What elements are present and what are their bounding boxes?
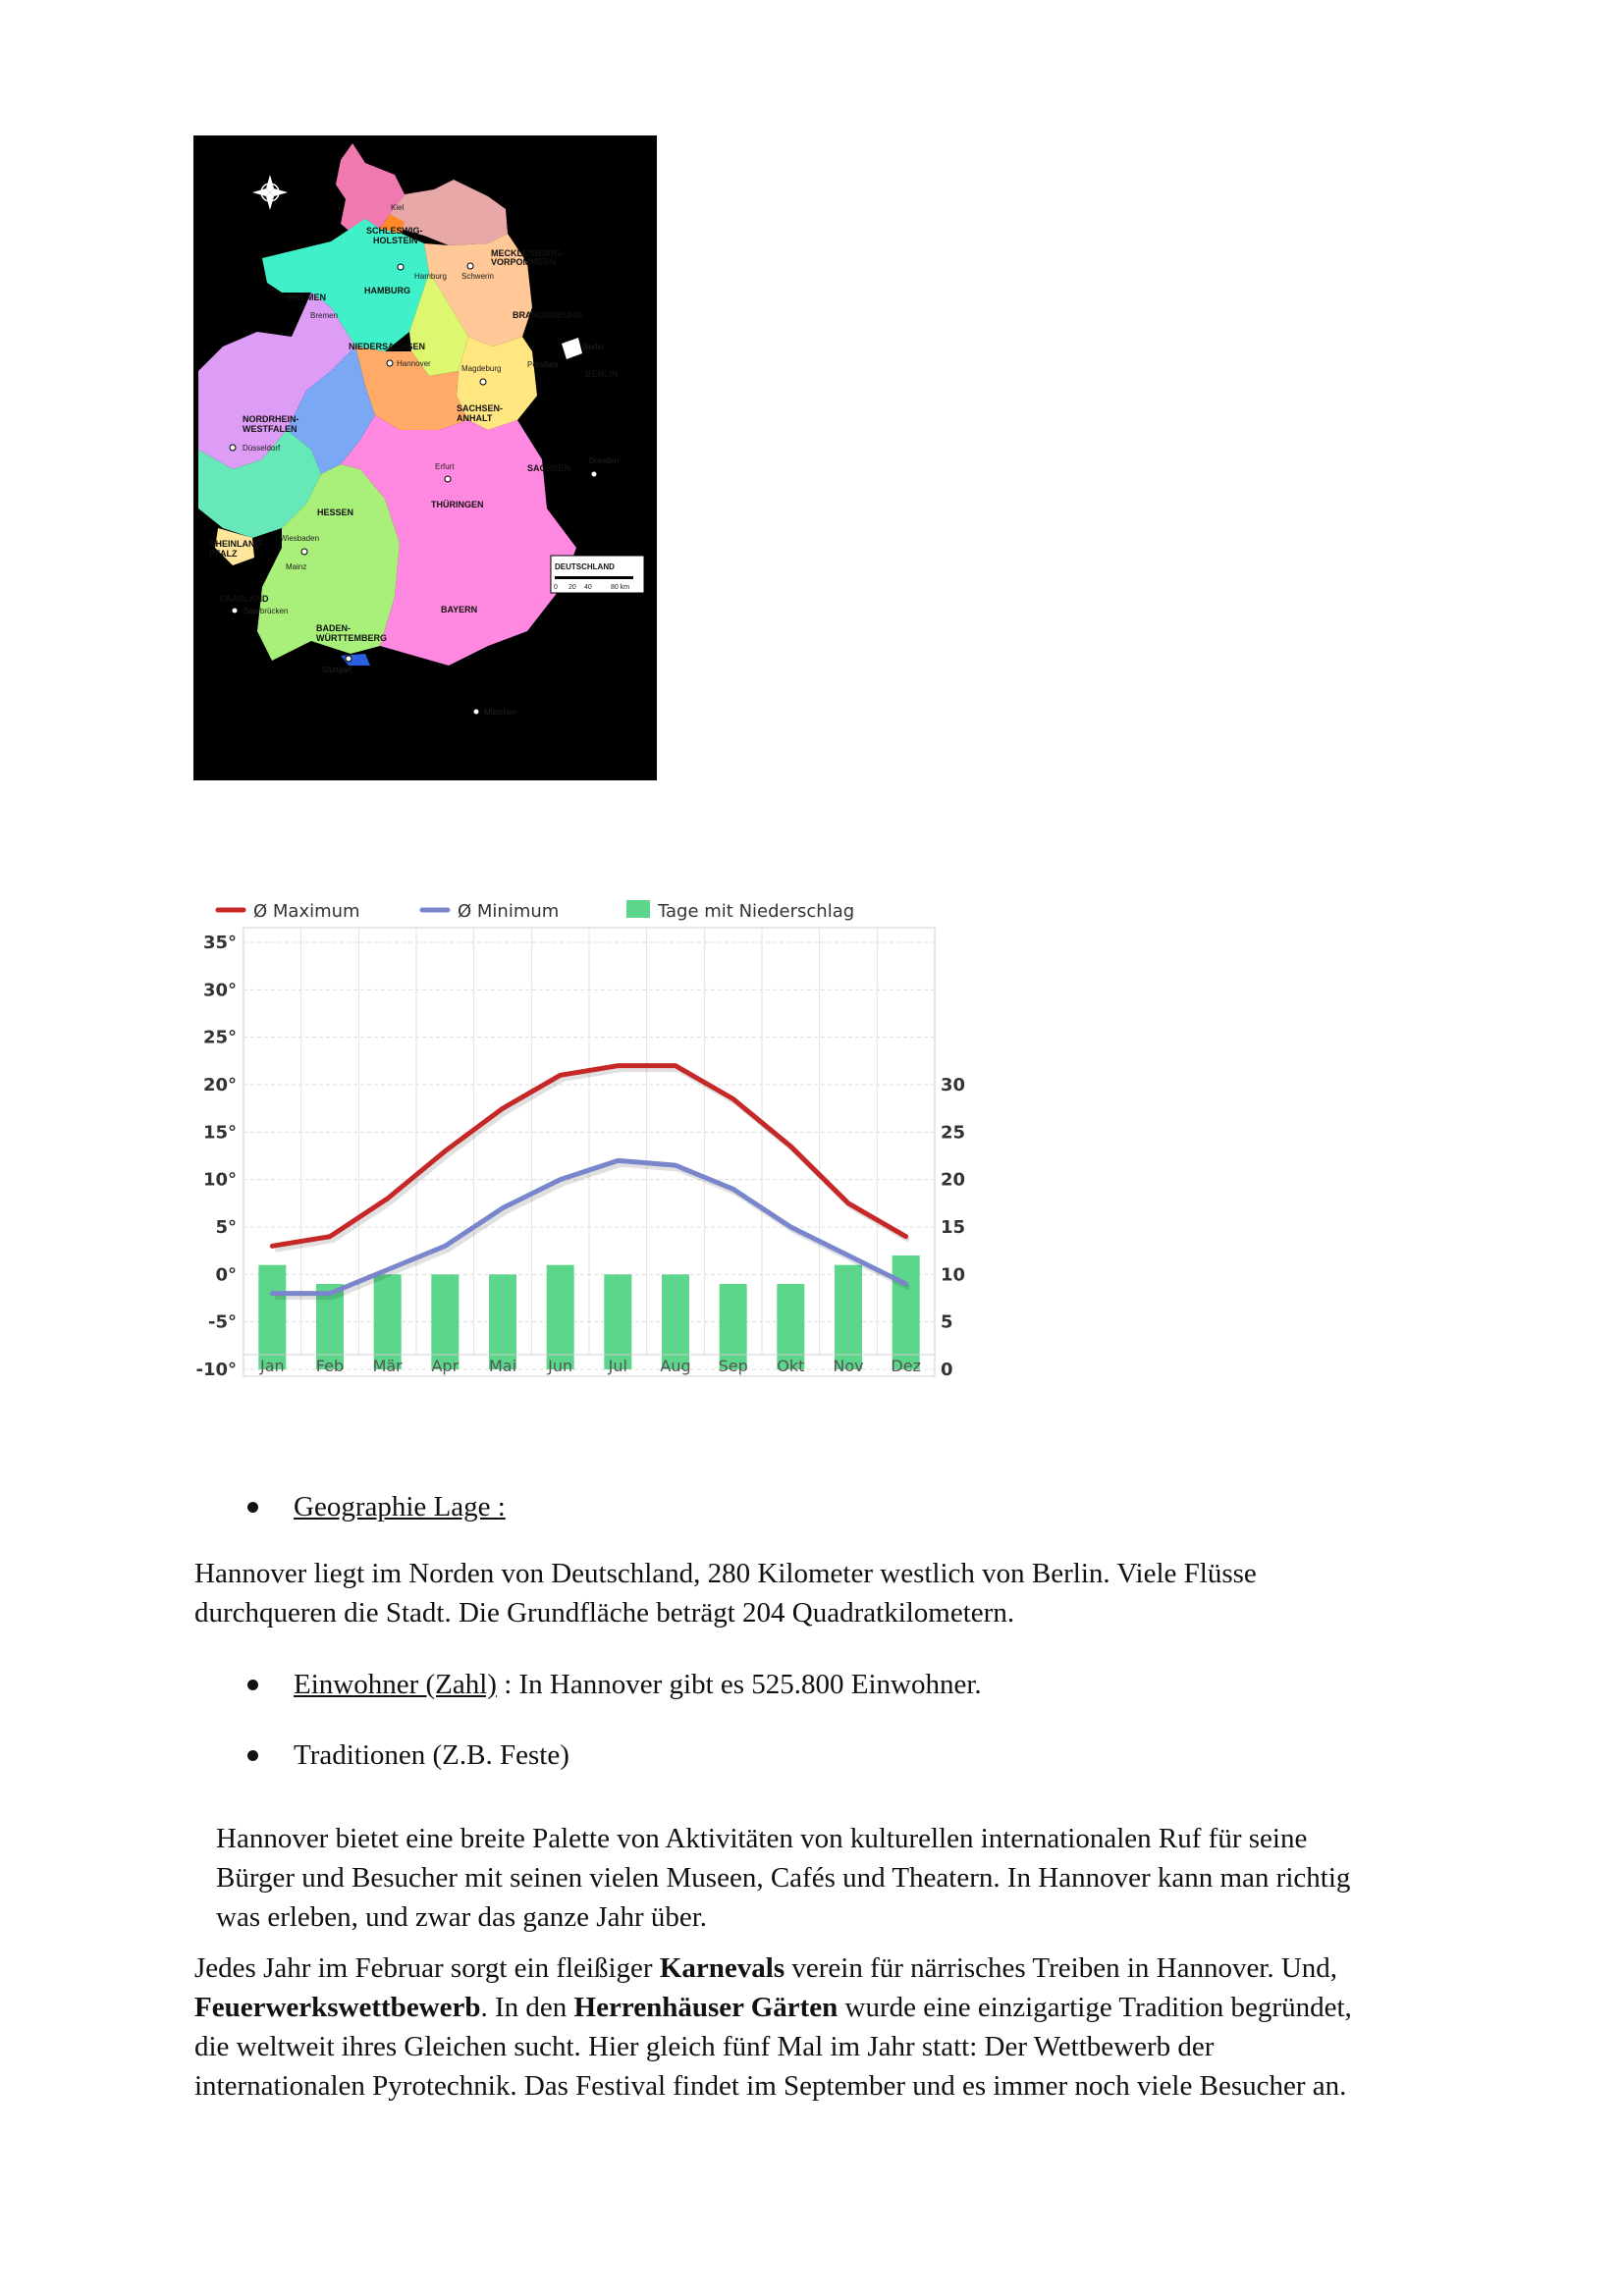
city-wiesbaden: Wiesbaden bbox=[280, 534, 320, 543]
precip-bar bbox=[258, 1265, 286, 1369]
x-tick-label: Dez bbox=[891, 1357, 921, 1375]
text-bold-karnevals: Karnevals bbox=[659, 1952, 785, 1984]
y-right-tick: 25 bbox=[941, 1122, 966, 1144]
y-left-tick: 30° bbox=[202, 980, 237, 1001]
city-dresden: Dresden bbox=[589, 456, 620, 465]
y-axis-right bbox=[941, 1075, 965, 1380]
y-right-tick: 0 bbox=[941, 1360, 953, 1380]
traditionen-heading: Traditionen (Z.B. Feste) bbox=[294, 1739, 569, 1771]
text-bold-feuerwerk: Feuerwerkswettbewerb bbox=[194, 1992, 481, 2023]
paragraph-kultur bbox=[216, 1819, 1443, 1937]
label-rheinland: RHEINLAND- bbox=[209, 539, 264, 549]
einwohner-heading: Einwohner (Zahl) bbox=[294, 1669, 497, 1700]
y-left-tick: 20° bbox=[202, 1075, 237, 1095]
label-niedersachsen: NIEDERSACHSEN bbox=[349, 342, 426, 351]
einwohner-value: : In Hannover gibt es 525.800 Einwohner. bbox=[496, 1669, 982, 1700]
x-tick-label: Apr bbox=[431, 1357, 460, 1375]
x-tick-label: Jun bbox=[548, 1357, 573, 1375]
map-legend bbox=[551, 556, 644, 593]
climate-chart bbox=[192, 888, 966, 1399]
city-kiel: Kiel bbox=[391, 203, 405, 212]
x-tick-label: Feb bbox=[315, 1357, 345, 1375]
text-run: verein für närrisches Treiben in Hannover. Und, bbox=[784, 1952, 1338, 1984]
y-right-tick: 10 bbox=[941, 1264, 966, 1286]
precip-bar bbox=[893, 1255, 920, 1369]
scale-40: 40 bbox=[584, 584, 592, 591]
city-potsdam: Potsdam bbox=[527, 360, 559, 369]
chart-grid bbox=[243, 928, 935, 1376]
y-left-tick: 15° bbox=[202, 1122, 237, 1144]
einwohner-text bbox=[294, 1665, 982, 1704]
city-muenchen: München bbox=[484, 708, 516, 717]
paragraph-line bbox=[194, 1988, 1441, 2027]
paragraph-geographie bbox=[194, 1554, 1441, 1632]
legend-precip-swatch bbox=[626, 900, 650, 918]
label-sachsen: SACHSEN bbox=[527, 463, 571, 473]
map-legend-title: DEUTSCHLAND bbox=[555, 562, 615, 571]
city-hamburg: Hamburg bbox=[414, 272, 447, 281]
label-bayern: BAYERN bbox=[441, 605, 478, 614]
y-left-tick: -10° bbox=[195, 1360, 237, 1380]
y-right-tick: 15 bbox=[941, 1217, 966, 1238]
x-tick-label: Mai bbox=[488, 1357, 517, 1375]
paragraph-line: was erleben, und zwar das ganze Jahr über. bbox=[216, 1901, 708, 1933]
paragraph-line: Hannover liegt im Norden von Deutschland, 280 Kilometer westlich von Berlin. Viele Flüsse bbox=[194, 1558, 1257, 1589]
scale-0: 0 bbox=[554, 584, 558, 591]
label-sachsen-anhalt-2: ANHALT bbox=[457, 413, 493, 423]
paragraph-line: durchqueren die Stadt. Die Grundfläche beträgt 204 Quadratkilometern. bbox=[194, 1597, 1015, 1629]
x-tick-label: Mär bbox=[372, 1357, 403, 1375]
text-run: Jedes Jahr im Februar sorgt ein fleißiger bbox=[194, 1952, 660, 1984]
y-left-tick: 35° bbox=[202, 933, 237, 953]
paragraph-feste bbox=[194, 1949, 1441, 2106]
label-baden: BADEN- bbox=[316, 623, 351, 633]
y-right-tick: 20 bbox=[941, 1169, 966, 1191]
scale-80: 80 km bbox=[611, 584, 630, 591]
text-bold-herrenhaeuser: Herrenhäuser Gärten bbox=[573, 1992, 839, 2023]
city-bremen: Bremen bbox=[310, 311, 339, 320]
y-left-tick: 0° bbox=[215, 1264, 237, 1286]
city-saarbruecken: Saarbrücken bbox=[243, 607, 289, 615]
paragraph-line: Hannover bietet eine breite Palette von Aktivitäten von kulturellen internationalen Ruf für seine bbox=[216, 1823, 1308, 1854]
legend-min: Ø Minimum bbox=[458, 901, 560, 922]
city-duesseldorf: Düsseldorf bbox=[243, 444, 281, 453]
label-nordrhein: NORDRHEIN- bbox=[243, 414, 299, 424]
x-tick-label: Okt bbox=[777, 1357, 805, 1375]
label-saarland: SAARLAND bbox=[219, 594, 269, 604]
precip-bar bbox=[547, 1265, 574, 1369]
label-sachsen-anhalt: SACHSEN- bbox=[457, 403, 504, 413]
precip-bar bbox=[835, 1265, 862, 1369]
x-tick-label: Jul bbox=[608, 1357, 627, 1375]
legend-max: Ø Maximum bbox=[253, 901, 360, 922]
city-mainz: Mainz bbox=[286, 562, 307, 571]
y-left-tick: 10° bbox=[202, 1169, 237, 1191]
city-schwerin: Schwerin bbox=[461, 272, 494, 281]
city-hannover: Hannover bbox=[397, 359, 431, 368]
x-tick-label: Sep bbox=[718, 1357, 748, 1375]
paragraph-line: die weltweit ihres Gleichen sucht. Hier gleich fünf Mal im Jahr statt: Der Wettbewerb der bbox=[194, 2031, 1215, 2062]
label-vorpommern: VORPOMMERN bbox=[491, 257, 557, 267]
paragraph-line: internationalen Pyrotechnik. Das Festival findet im September und es immer noch viele Besucher an. bbox=[194, 2070, 1347, 2102]
y-axis-left bbox=[195, 933, 237, 1380]
y-left-tick: 5° bbox=[215, 1217, 237, 1238]
label-bremen: BREMEN bbox=[288, 293, 327, 302]
germany-map bbox=[193, 135, 657, 780]
label-hamburg: HAMBURG bbox=[364, 286, 410, 295]
bullet-dot bbox=[247, 1502, 258, 1513]
legend-precip: Tage mit Niederschlag bbox=[658, 901, 855, 922]
label-berlin: BERLIN bbox=[585, 369, 619, 379]
label-mecklenburg: MECKLENBURG- bbox=[491, 248, 564, 258]
y-left-tick: 25° bbox=[202, 1027, 237, 1048]
scale-20: 20 bbox=[568, 584, 576, 591]
bullet-dot bbox=[247, 1680, 258, 1690]
paragraph-line: Bürger und Besucher mit seinen vielen Museen, Cafés und Theatern. In Hannover kann man richtig bbox=[216, 1862, 1351, 1894]
label-wuerttemberg: WÜRTTEMBERG bbox=[316, 633, 387, 643]
text-run: . In den bbox=[480, 1992, 574, 2023]
label-hessen: HESSEN bbox=[317, 507, 354, 517]
text-run: wurde eine einzigartige Tradition begründet, bbox=[838, 1992, 1352, 2023]
label-schleswig-holstein: SCHLESWIG- bbox=[366, 226, 423, 236]
x-tick-label: Aug bbox=[660, 1357, 691, 1375]
y-right-tick: 30 bbox=[941, 1075, 966, 1095]
bullet-dot bbox=[247, 1750, 258, 1761]
x-tick-label: Jan bbox=[259, 1357, 285, 1375]
geographie-heading: Geographie Lage : bbox=[294, 1491, 506, 1522]
paragraph-line bbox=[194, 1949, 1441, 1988]
y-right-tick: 5 bbox=[941, 1311, 953, 1333]
x-tick-label: Nov bbox=[833, 1357, 864, 1375]
city-magdeburg: Magdeburg bbox=[461, 364, 502, 373]
city-berlin: Berlin bbox=[583, 343, 604, 351]
label-pfalz: PFALZ bbox=[209, 549, 238, 559]
city-stuttgart: Stuttgart bbox=[322, 666, 352, 674]
label-thueringen: THÜRINGEN bbox=[431, 500, 484, 509]
city-erfurt: Erfurt bbox=[435, 462, 455, 471]
label-brandenburg: BRANDENBURG bbox=[513, 310, 583, 320]
label-westfalen: WESTFALEN bbox=[243, 424, 298, 434]
label-schleswig-holstein-2: HOLSTEIN bbox=[373, 236, 418, 245]
y-left-tick: -5° bbox=[208, 1311, 237, 1333]
